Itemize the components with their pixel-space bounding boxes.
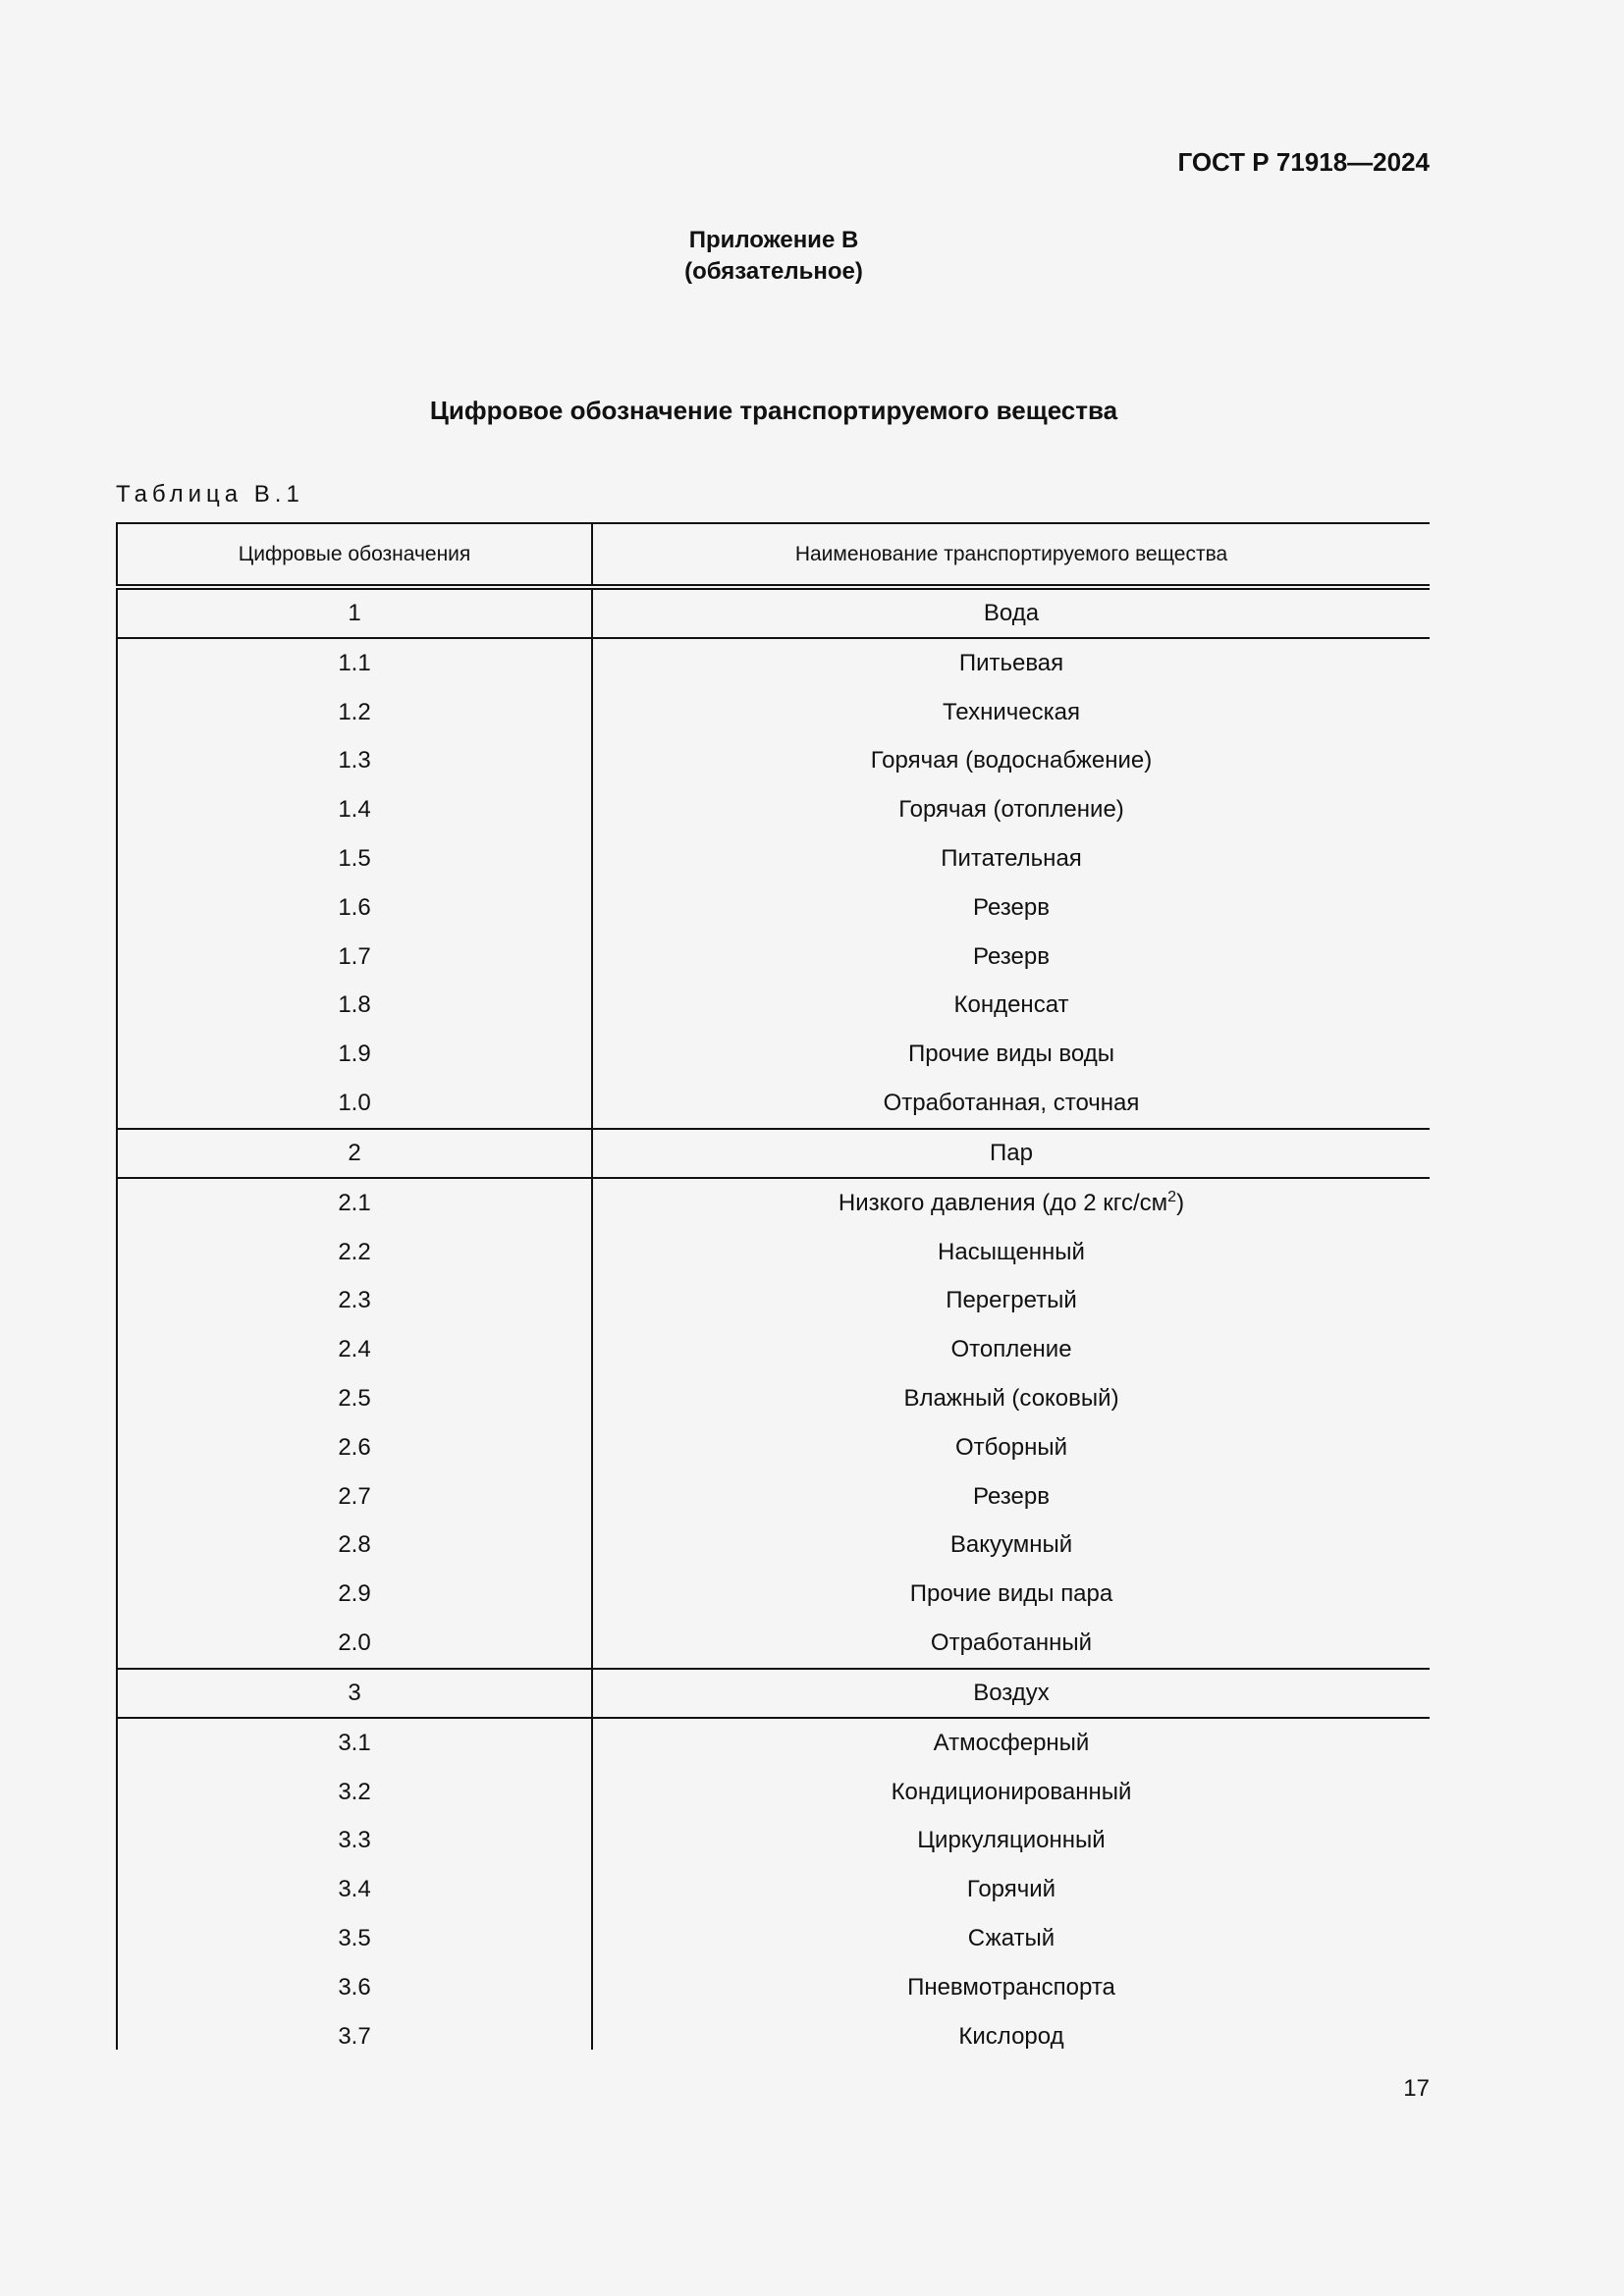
item-name-cell: Кондиционированный [592,1768,1430,1817]
table-row [117,1423,1430,1472]
item-name-suffix: ) [1176,1189,1185,1216]
item-code-cell: 1.8 [117,982,592,1031]
table-body [117,587,1430,2050]
table-row [117,737,1430,786]
item-code-cell: 1.1 [117,638,592,688]
item-name-cell: Горячий [592,1865,1430,1914]
item-code-cell: 2.3 [117,1277,592,1326]
item-code-cell: 3.5 [117,1914,592,1963]
table-group-row [117,1669,1430,1718]
item-code-cell: 2.2 [117,1228,592,1277]
item-code-cell: 2.9 [117,1570,592,1619]
table-row [117,1472,1430,1522]
item-code-cell: 1.2 [117,688,592,737]
group-code-cell: 1 [117,587,592,638]
item-name-cell: Отопление [592,1325,1430,1374]
table-row [117,1619,1430,1669]
item-code-cell: 3.3 [117,1817,592,1866]
item-code-cell: 2.6 [117,1423,592,1472]
column-header-code: Цифровые обозначения [117,523,592,587]
group-name-cell: Воздух [592,1669,1430,1718]
table-row [117,1914,1430,1963]
item-name-cell [592,1178,1430,1228]
table-header-row [117,523,1430,587]
item-name-cell: Отборный [592,1423,1430,1472]
item-name-cell: Вакуумный [592,1522,1430,1571]
substance-table-container [116,522,1430,2050]
table-row [117,1865,1430,1914]
item-code-cell: 2.4 [117,1325,592,1374]
item-code-cell: 3.7 [117,2012,592,2050]
table-row [117,2012,1430,2050]
item-name-cell: Циркуляционный [592,1817,1430,1866]
table-row [117,1963,1430,2012]
group-name-cell: Вода [592,587,1430,638]
table-row [117,1522,1430,1571]
item-name-cell: Влажный (соковый) [592,1374,1430,1423]
substance-code-table [116,522,1430,2050]
column-header-name: Наименование транспортируемого вещества [592,523,1430,587]
item-code-cell: 2.8 [117,1522,592,1571]
item-code-cell: 2.5 [117,1374,592,1423]
appendix-status: (обязательное) [684,258,863,285]
table-row [117,785,1430,834]
table-row [117,638,1430,688]
table-row [117,688,1430,737]
item-code-cell: 3.2 [117,1768,592,1817]
table-row [117,982,1430,1031]
item-code-cell: 1.9 [117,1030,592,1079]
item-name-cell: Отработанный [592,1619,1430,1669]
table-row [117,1570,1430,1619]
item-code-cell: 3.4 [117,1865,592,1914]
item-code-cell: 3.6 [117,1963,592,2012]
table-row [117,1030,1430,1079]
item-name-text: Низкого давления (до 2 кгс/см [838,1189,1168,1216]
table-row [117,1817,1430,1866]
item-name-cell: Пневмотранспорта [592,1963,1430,2012]
appendix-title: Приложение В [688,227,859,253]
page-number: 17 [1403,2075,1430,2102]
item-name-cell: Резерв [592,883,1430,933]
item-code-cell: 1.5 [117,834,592,883]
item-name-cell: Техническая [592,688,1430,737]
table-row [117,1325,1430,1374]
group-name-cell: Пар [592,1129,1430,1178]
item-name-cell: Питьевая [592,638,1430,688]
item-name-cell: Конденсат [592,982,1430,1031]
table-row [117,933,1430,982]
document-title: Цифровое обозначение транспортируемого вещества [429,396,1118,425]
item-name-cell: Горячая (водоснабжение) [592,737,1430,786]
standard-code: ГОСТ Р 71918—2024 [1177,147,1430,177]
item-code-cell: 1.7 [117,933,592,982]
table-row [117,1178,1430,1228]
item-code-cell: 1.3 [117,737,592,786]
table-row [117,1718,1430,1768]
item-code-cell: 1.6 [117,883,592,933]
item-name-cell: Перегретый [592,1277,1430,1326]
table-row [117,1768,1430,1817]
item-code-cell: 3.1 [117,1718,592,1768]
table-row [117,1079,1430,1129]
table-row [117,883,1430,933]
item-name-cell: Горячая (отопление) [592,785,1430,834]
table-row [117,834,1430,883]
item-name-cell: Сжатый [592,1914,1430,1963]
table-row [117,1228,1430,1277]
group-code-cell: 2 [117,1129,592,1178]
item-code-cell: 2.0 [117,1619,592,1669]
item-name-cell: Резерв [592,1472,1430,1522]
table-group-row [117,587,1430,638]
item-name-cell: Прочие виды пара [592,1570,1430,1619]
unit-superscript: 2 [1167,1188,1177,1205]
item-name-cell: Резерв [592,933,1430,982]
table-row [117,1374,1430,1423]
item-name-cell: Атмосферный [592,1718,1430,1768]
item-name-cell: Насыщенный [592,1228,1430,1277]
item-code-cell: 1.0 [117,1079,592,1129]
table-group-row [117,1129,1430,1178]
item-name-cell: Кислород [592,2012,1430,2050]
item-name-cell: Прочие виды воды [592,1030,1430,1079]
item-name-cell: Питательная [592,834,1430,883]
item-code-cell: 2.1 [117,1178,592,1228]
table-caption: Таблица В.1 [116,481,304,507]
item-code-cell: 1.4 [117,785,592,834]
item-name-cell: Отработанная, сточная [592,1079,1430,1129]
table-row [117,1277,1430,1326]
group-code-cell: 3 [117,1669,592,1718]
item-code-cell: 2.7 [117,1472,592,1522]
